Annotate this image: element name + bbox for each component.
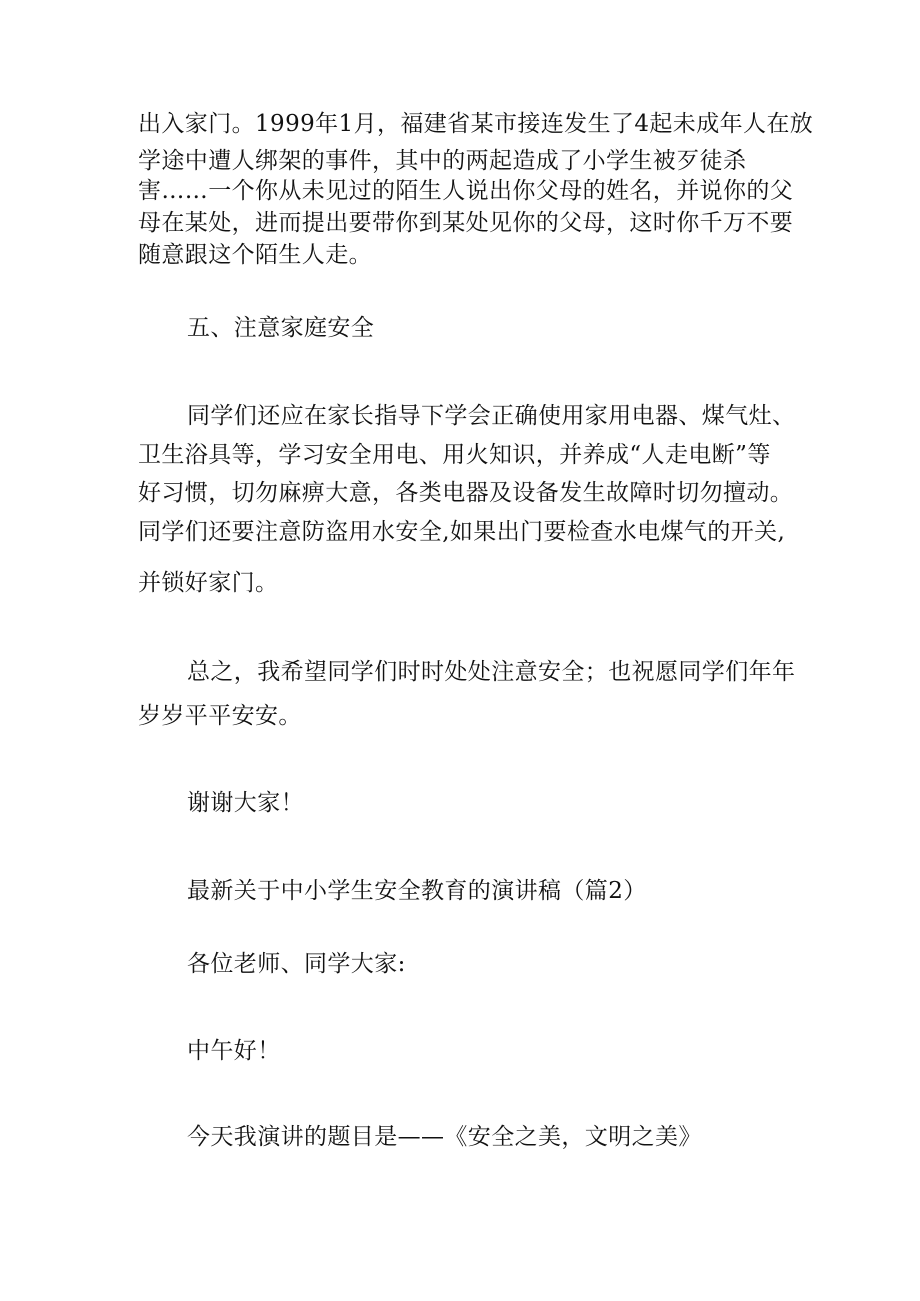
text-line: 学途中遭人绑架的事件，其中的两起造成了小学生被歹徒杀 <box>138 148 747 174</box>
text-line: 岁岁平平安安。 <box>138 703 302 729</box>
speech-title: 最新关于中小学生安全教育的演讲稿（篇2） <box>187 878 647 904</box>
text-line: 出入家门。1999年1月，福建省某市接连发生了4起未成年人在放 <box>138 111 814 137</box>
closing-thanks: 谢谢大家！ <box>187 790 304 816</box>
text-line: 并锁好家门。 <box>138 570 279 596</box>
greeting-noon: 中午好！ <box>187 1038 281 1064</box>
topic-line: 今天我演讲的题目是——《安全之美，文明之美》 <box>187 1124 702 1150</box>
text-line: 卫生浴具等，学习安全用电、用火知识，并养成“人走电断”等 <box>138 442 771 468</box>
text-line: 母在某处，进而提出要带你到某处见你的父母，这时你千万不要 <box>138 210 794 236</box>
text-line: 同学们还应在家长指导下学会正确使用家用电器、煤气灶、 <box>187 403 796 429</box>
text-line: 总之，我希望同学们时时处处注意安全；也祝愿同学们年年 <box>187 659 796 685</box>
text-line: 害……一个你从未见过的陌生人说出你父母的姓名，并说你的父 <box>138 178 794 204</box>
greeting-audience: 各位老师、同学大家: <box>187 951 406 977</box>
text-line: 随意跟这个陌生人走。 <box>138 242 372 268</box>
text-line: 同学们还要注意防盗用水安全,如果出门要检查水电煤气的开关, <box>138 519 786 545</box>
section-heading: 五、注意家庭安全 <box>187 315 375 341</box>
text-line: 好习惯，切勿麻痹大意，各类电器及设备发生故障时切勿擅动。 <box>138 480 794 506</box>
